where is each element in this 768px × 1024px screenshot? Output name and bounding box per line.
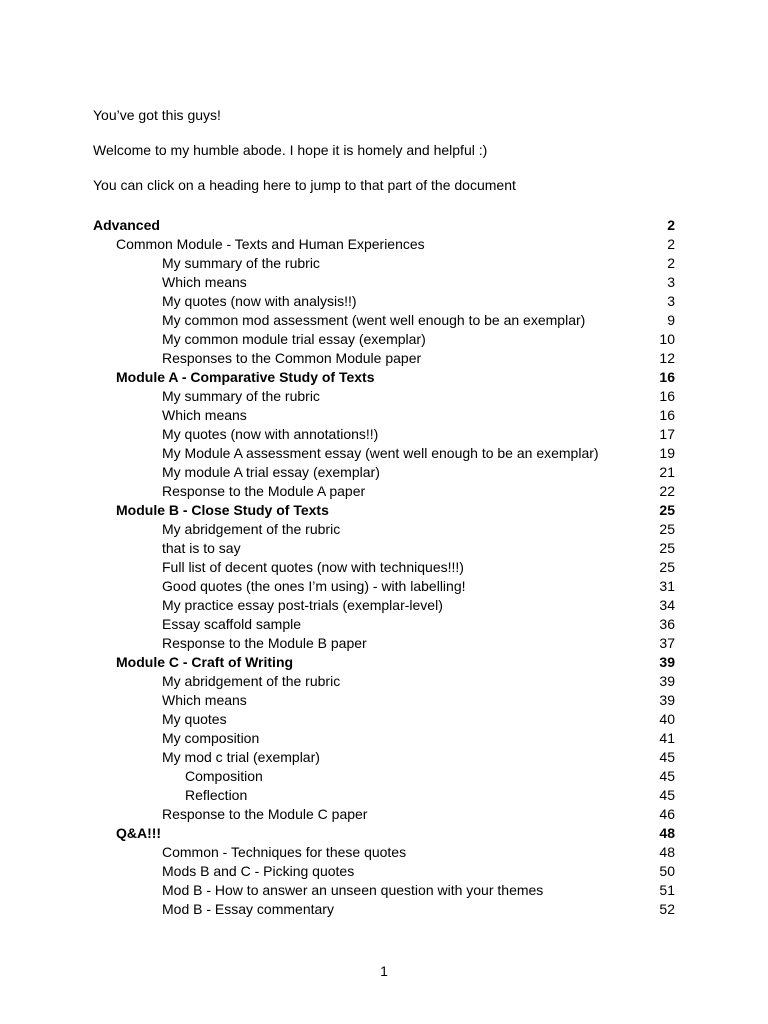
toc-entry-page-number: 2 bbox=[667, 255, 675, 271]
toc-entry-title: Composition bbox=[185, 768, 263, 784]
toc-entry-page-number: 2 bbox=[667, 217, 675, 233]
toc-entry-link[interactable] bbox=[93, 710, 675, 729]
toc-entry-page-number: 2 bbox=[667, 236, 675, 252]
toc-entry-title: Essay scaffold sample bbox=[162, 616, 302, 632]
toc-entry-link[interactable] bbox=[93, 406, 675, 425]
toc-entry-link[interactable] bbox=[93, 672, 675, 691]
toc-entry-title: My quotes bbox=[162, 711, 227, 727]
toc-entry-page-number: 46 bbox=[659, 806, 675, 822]
toc-entry-title: Responses to the Common Module paper bbox=[162, 350, 422, 366]
toc-entry-page-number: 16 bbox=[659, 369, 675, 385]
toc-entry-page-number: 39 bbox=[659, 673, 675, 689]
toc-entry-link[interactable] bbox=[93, 387, 675, 406]
toc-entry-title: that is to say bbox=[162, 540, 241, 556]
toc-entry-link[interactable] bbox=[93, 900, 675, 919]
toc-entry-title: Which means bbox=[162, 692, 247, 708]
toc-entry-page-number: 9 bbox=[667, 312, 675, 328]
toc-entry-title: My summary of the rubric bbox=[162, 255, 320, 271]
toc-entry-link[interactable] bbox=[93, 463, 675, 482]
toc-entry-page-number: 48 bbox=[659, 825, 675, 841]
toc-entry-link[interactable] bbox=[93, 273, 675, 292]
toc-entry-title: Common Module - Texts and Human Experiences bbox=[116, 236, 425, 252]
toc-entry-page-number: 31 bbox=[659, 578, 675, 594]
toc-entry-page-number: 12 bbox=[659, 350, 675, 366]
toc-entry-page-number: 37 bbox=[659, 635, 675, 651]
toc-entry-page-number: 52 bbox=[659, 901, 675, 917]
toc-entry-title: Module B - Close Study of Texts bbox=[116, 502, 329, 518]
intro-line-3: You can click on a heading here to jump to that part of the document bbox=[93, 177, 516, 193]
toc-entry-link[interactable] bbox=[93, 520, 675, 539]
toc-entry-title: Q&A!!! bbox=[116, 825, 162, 841]
toc-entry-title: Which means bbox=[162, 274, 247, 290]
toc-entry-title: Response to the Module B paper bbox=[162, 635, 367, 651]
toc-entry-link[interactable] bbox=[93, 349, 675, 368]
toc-entry-link[interactable] bbox=[93, 216, 675, 235]
toc-entry-title: My abridgement of the rubric bbox=[162, 673, 341, 689]
toc-entry-title: My quotes (now with annotations!!) bbox=[162, 426, 379, 442]
toc-entry-page-number: 19 bbox=[659, 445, 675, 461]
toc-entry-page-number: 48 bbox=[659, 844, 675, 860]
intro-line-1: You’ve got this guys! bbox=[93, 107, 221, 123]
toc-entry-link[interactable] bbox=[93, 501, 675, 520]
toc-entry-page-number: 16 bbox=[659, 407, 675, 423]
toc-entry-link[interactable] bbox=[93, 558, 675, 577]
toc-entry-page-number: 45 bbox=[659, 768, 675, 784]
toc-entry-page-number: 36 bbox=[659, 616, 675, 632]
table-of-contents bbox=[93, 216, 675, 919]
toc-entry-link[interactable] bbox=[93, 615, 675, 634]
toc-entry-title: Mods B and C - Picking quotes bbox=[162, 863, 355, 879]
toc-entry-link[interactable] bbox=[93, 729, 675, 748]
toc-entry-title: My common mod assessment (went well enough to be an exemplar) bbox=[162, 312, 586, 328]
toc-entry-title: Common - Techniques for these quotes bbox=[162, 844, 407, 860]
toc-entry-page-number: 10 bbox=[659, 331, 675, 347]
toc-entry-link[interactable] bbox=[93, 862, 675, 881]
intro-line-2: Welcome to my humble abode. I hope it is homely and helpful :) bbox=[93, 142, 488, 158]
toc-entry-link[interactable] bbox=[93, 634, 675, 653]
toc-entry-title: My abridgement of the rubric bbox=[162, 521, 341, 537]
toc-entry-title: Response to the Module C paper bbox=[162, 806, 368, 822]
toc-entry-page-number: 17 bbox=[659, 426, 675, 442]
toc-entry-link[interactable] bbox=[93, 805, 675, 824]
toc-entry-title: My mod c trial (exemplar) bbox=[162, 749, 320, 765]
toc-entry-page-number: 25 bbox=[659, 521, 675, 537]
toc-entry-link[interactable] bbox=[93, 368, 675, 387]
toc-entry-page-number: 25 bbox=[659, 502, 675, 518]
toc-entry-page-number: 39 bbox=[659, 654, 675, 670]
toc-entry-page-number: 50 bbox=[659, 863, 675, 879]
toc-entry-title: My common module trial essay (exemplar) bbox=[162, 331, 426, 347]
toc-entry-title: Module C - Craft of Writing bbox=[116, 654, 294, 670]
toc-entry-link[interactable] bbox=[93, 292, 675, 311]
toc-entry-page-number: 40 bbox=[659, 711, 675, 727]
toc-entry-link[interactable] bbox=[93, 691, 675, 710]
toc-entry-link[interactable] bbox=[93, 824, 675, 843]
toc-entry-link[interactable] bbox=[93, 235, 675, 254]
toc-entry-page-number: 51 bbox=[659, 882, 675, 898]
toc-entry-link[interactable] bbox=[93, 330, 675, 349]
toc-entry-page-number: 3 bbox=[667, 274, 675, 290]
toc-entry-page-number: 16 bbox=[659, 388, 675, 404]
toc-entry-page-number: 45 bbox=[659, 787, 675, 803]
toc-entry-link[interactable] bbox=[93, 425, 675, 444]
toc-entry-link[interactable] bbox=[93, 444, 675, 463]
toc-entry-link[interactable] bbox=[93, 653, 675, 672]
toc-entry-link[interactable] bbox=[93, 767, 675, 786]
toc-entry-title: Mod B - How to answer an unseen question with your themes bbox=[162, 882, 544, 898]
toc-entry-title: My module A trial essay (exemplar) bbox=[162, 464, 380, 480]
toc-entry-page-number: 22 bbox=[659, 483, 675, 499]
toc-entry-title: Good quotes (the ones I’m using) - with labelling! bbox=[162, 578, 466, 594]
toc-entry-title: My quotes (now with analysis!!) bbox=[162, 293, 357, 309]
toc-entry-link[interactable] bbox=[93, 577, 675, 596]
toc-entry-link[interactable] bbox=[93, 311, 675, 330]
toc-entry-title: My summary of the rubric bbox=[162, 388, 320, 404]
page-number: 1 bbox=[380, 963, 388, 979]
toc-entry-link[interactable] bbox=[93, 786, 675, 805]
toc-entry-page-number: 41 bbox=[659, 730, 675, 746]
toc-entry-title: My practice essay post-trials (exemplar-level) bbox=[162, 597, 443, 613]
toc-entry-title: Full list of decent quotes (now with techniques!!!) bbox=[162, 559, 464, 575]
toc-entry-link[interactable] bbox=[93, 748, 675, 767]
toc-entry-link[interactable] bbox=[93, 881, 675, 900]
toc-entry-link[interactable] bbox=[93, 596, 675, 615]
toc-entry-link[interactable] bbox=[93, 482, 675, 501]
toc-entry-title: Module A - Comparative Study of Texts bbox=[116, 369, 375, 385]
toc-entry-link[interactable] bbox=[93, 254, 675, 273]
toc-entry-page-number: 21 bbox=[659, 464, 675, 480]
toc-entry-page-number: 25 bbox=[659, 540, 675, 556]
toc-entry-title: Advanced bbox=[93, 217, 160, 233]
toc-entry-title: My composition bbox=[162, 730, 260, 746]
toc-entry-page-number: 39 bbox=[659, 692, 675, 708]
toc-entry-title: Reflection bbox=[185, 787, 248, 803]
toc-entry-page-number: 45 bbox=[659, 749, 675, 765]
toc-entry-link[interactable] bbox=[93, 843, 675, 862]
toc-entry-page-number: 34 bbox=[659, 597, 675, 613]
toc-entry-link[interactable] bbox=[93, 539, 675, 558]
toc-entry-title: Which means bbox=[162, 407, 247, 423]
toc-entry-title: Mod B - Essay commentary bbox=[162, 901, 334, 917]
toc-entry-page-number: 25 bbox=[659, 559, 675, 575]
toc-entry-title: Response to the Module A paper bbox=[162, 483, 366, 499]
toc-entry-title: My Module A assessment essay (went well enough to be an exemplar) bbox=[162, 445, 599, 461]
toc-entry-page-number: 3 bbox=[667, 293, 675, 309]
